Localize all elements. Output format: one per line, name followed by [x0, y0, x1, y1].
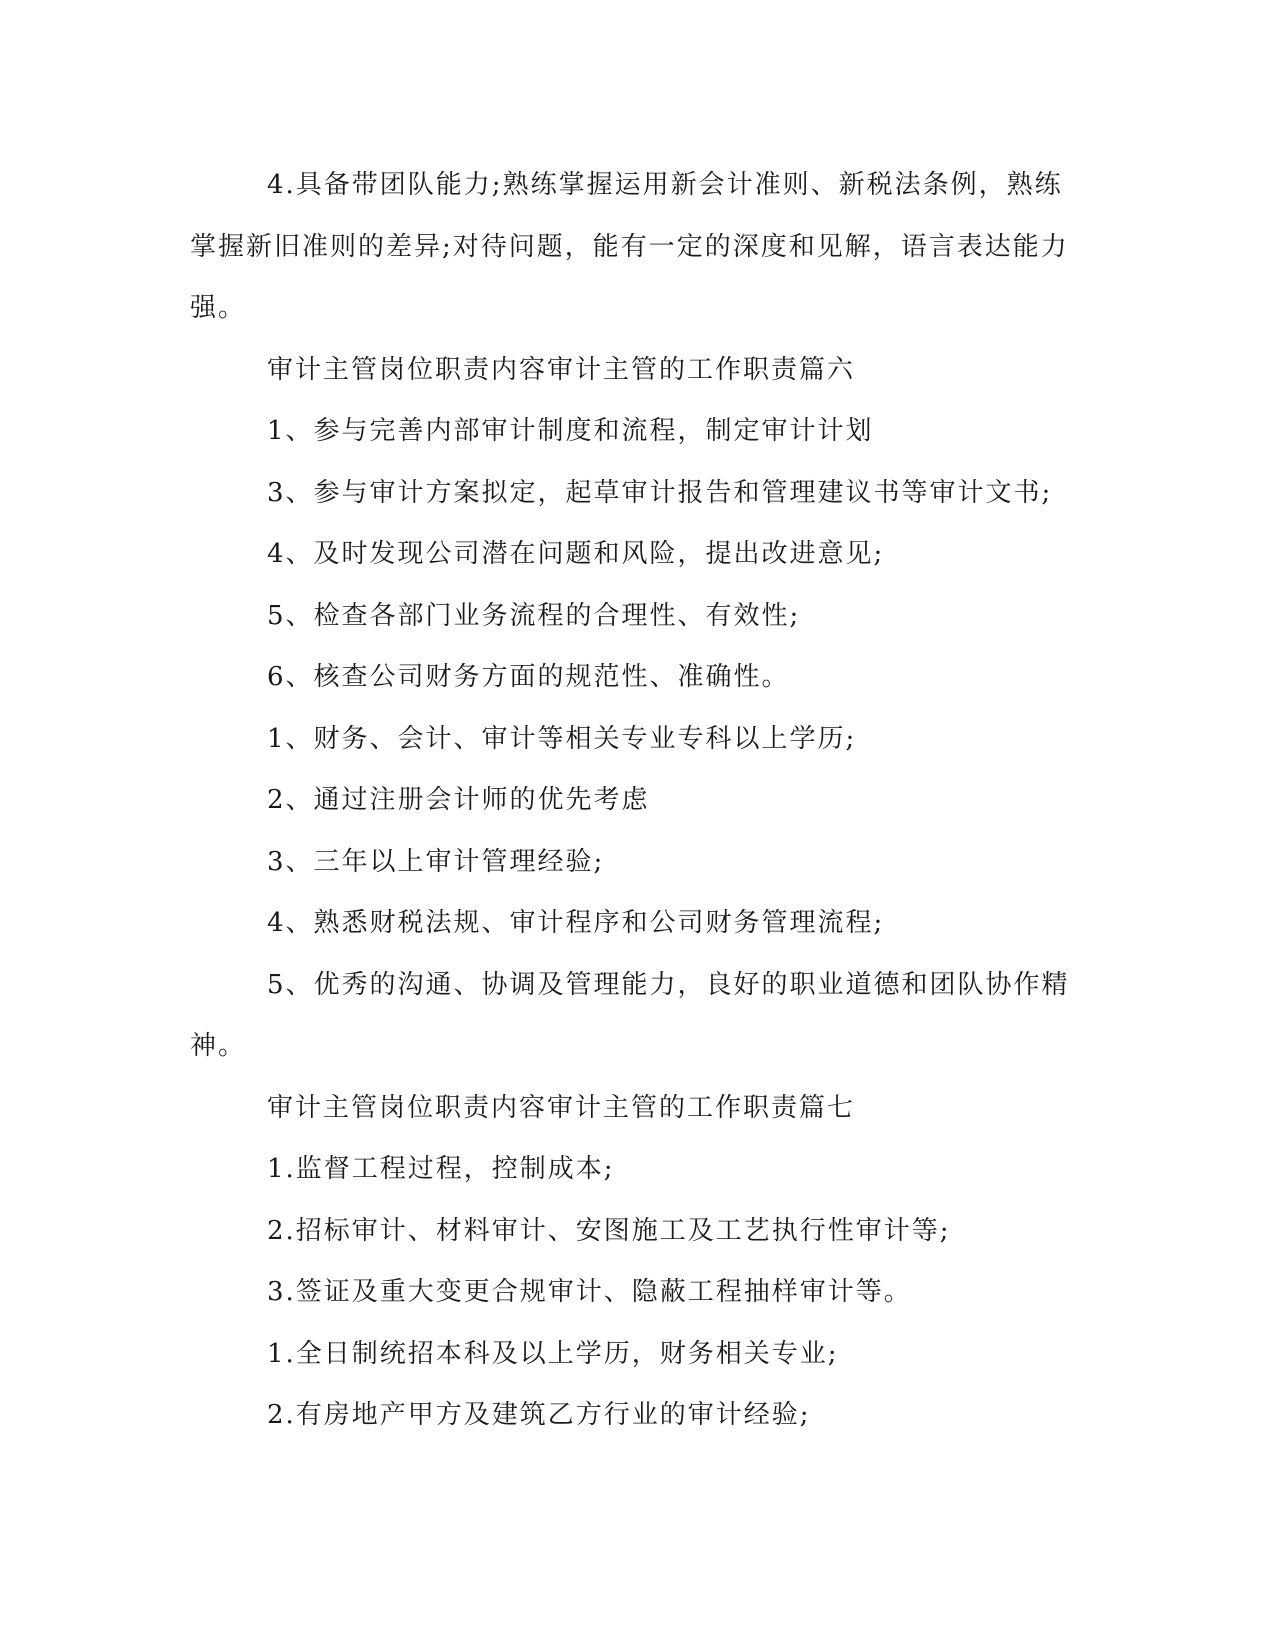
section-heading-part-seven: 审计主管岗位职责内容审计主管的工作职责篇七 [267, 1092, 856, 1123]
duty-item: 3.签证及重大变更合规审计、隐蔽工程抽样审计等。 [267, 1277, 912, 1307]
requirement-item: 2.有房地产甲方及建筑乙方行业的审计经验; [267, 1400, 811, 1430]
section-heading-part-six: 审计主管岗位职责内容审计主管的工作职责篇六 [267, 354, 856, 385]
duty-item: 2.招标审计、材料审计、安图施工及工艺执行性审计等; [267, 1215, 951, 1246]
requirement-item: 1、财务、会计、审计等相关专业专科以上学历; [267, 723, 857, 754]
duty-item: 3、参与审计方案拟定，起草审计报告和管理建议书等审计文书; [267, 477, 1053, 508]
paragraph-accounting-skills: 4.具备带团队能力;熟练掌握运用新会计准则、新税法条例，熟练掌握新旧准则的差异;对待问题，能有一定的深度和见解，语言表达能力强。 [190, 170, 1069, 323]
duty-item: 6、核查公司财务方面的规范性、准确性。 [267, 662, 790, 692]
duty-item: 1、参与完善内部审计制度和流程，制定审计计划 [267, 416, 874, 446]
document-body [190, 155, 1080, 1447]
requirement-item: 3、三年以上审计管理经验; [267, 846, 605, 877]
requirement-item: 1.全日制统招本科及以上学历，财务相关专业; [267, 1338, 839, 1369]
duty-item: 1.监督工程过程，控制成本; [267, 1154, 615, 1184]
requirement-item: 2、通过注册会计师的优先考虑 [267, 785, 650, 815]
requirement-item: 5、优秀的沟通、协调及管理能力，良好的职业道德和团队协作精神。 [190, 969, 1070, 1061]
duty-item: 5、检查各部门业务流程的合理性、有效性; [267, 600, 801, 631]
duty-item: 4、及时发现公司潜在问题和风险，提出改进意见; [267, 539, 885, 569]
requirement-item: 4、熟悉财税法规、审计程序和公司财务管理流程; [267, 908, 885, 938]
